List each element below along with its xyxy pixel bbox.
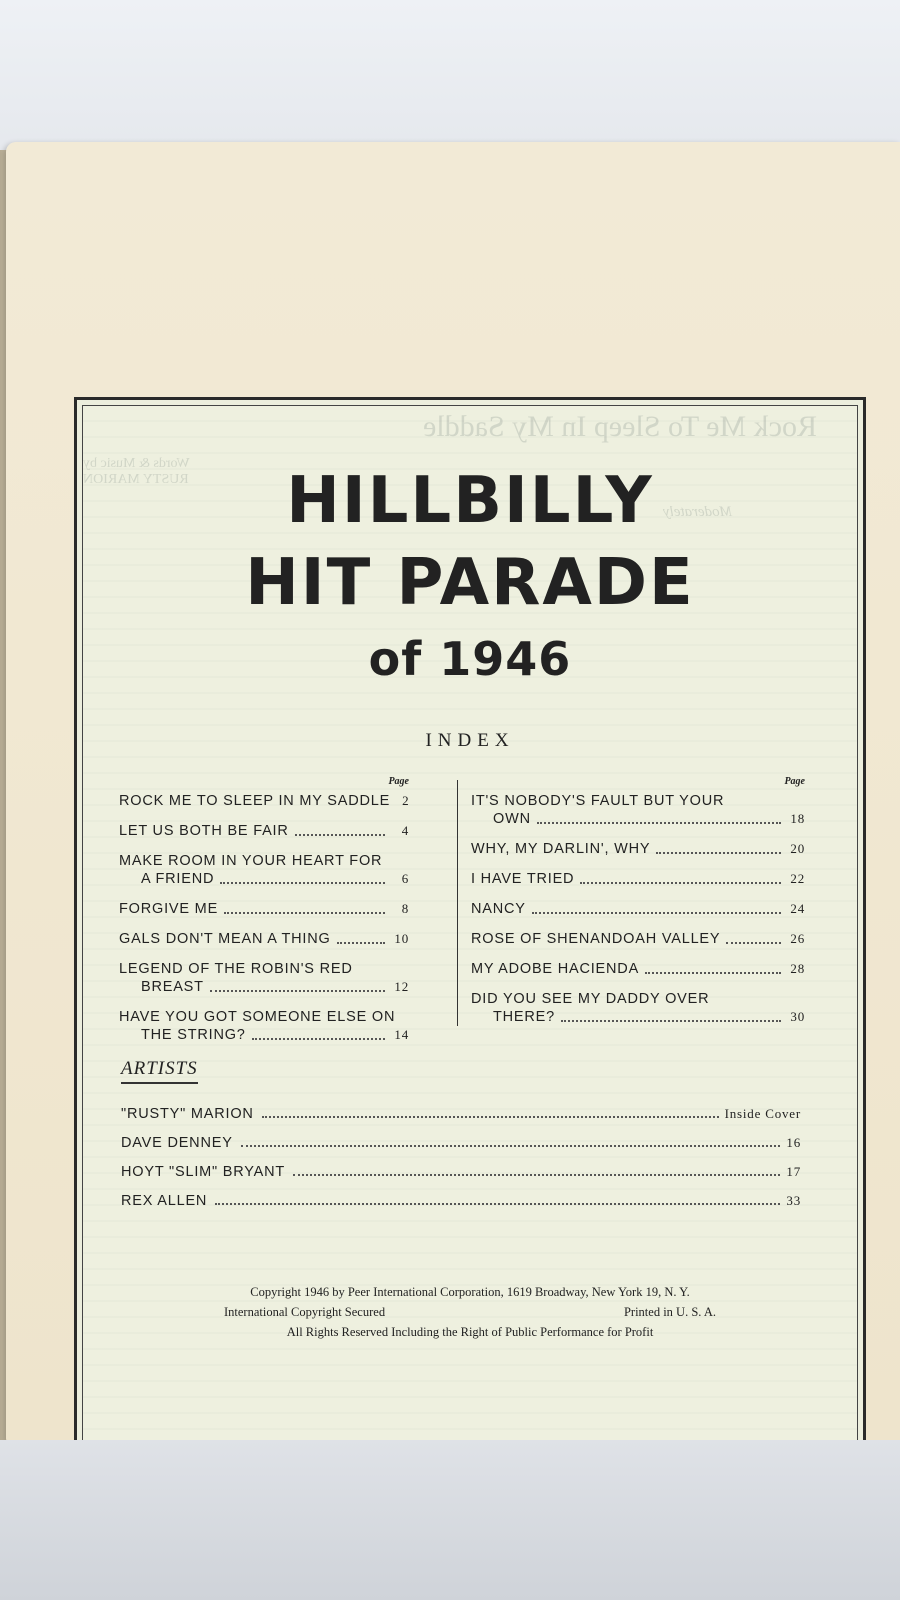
copyright-secured: International Copyright Secured bbox=[224, 1305, 386, 1319]
index-entry bbox=[471, 900, 805, 918]
index-entry bbox=[471, 870, 805, 888]
song-title: OWN bbox=[493, 811, 531, 827]
artist-page: 33 bbox=[786, 1193, 801, 1208]
leader-dots bbox=[220, 882, 385, 884]
song-title: GALS DON'T MEAN A THING bbox=[119, 931, 331, 947]
song-title: WHY, MY DARLIN', WHY bbox=[471, 841, 651, 857]
show-through-credit: Words & Music by bbox=[83, 456, 190, 471]
page-number: 4 bbox=[401, 823, 409, 838]
artist-name: HOYT "SLIM" BRYANT bbox=[121, 1164, 286, 1180]
song-title: IT'S NOBODY'S FAULT BUT YOUR bbox=[471, 793, 725, 809]
index-entry bbox=[119, 1008, 409, 1044]
artist-name: DAVE DENNEY bbox=[121, 1135, 233, 1151]
leader-dots bbox=[215, 1203, 780, 1205]
leader-dots bbox=[532, 912, 781, 914]
song-title: MY ADOBE HACIENDA bbox=[471, 961, 640, 977]
leader-dots bbox=[537, 822, 781, 824]
page-number: 30 bbox=[790, 1009, 805, 1024]
title-line-1: HILLBILLY bbox=[286, 464, 654, 538]
leader-dots bbox=[293, 1174, 780, 1176]
song-title: ROSE OF SHENANDOAH VALLEY bbox=[471, 931, 721, 947]
printed-in: Printed in U. S. A. bbox=[623, 1305, 716, 1319]
index-entry bbox=[119, 792, 409, 810]
index-left-column bbox=[119, 778, 409, 1056]
leader-dots bbox=[252, 1038, 385, 1040]
song-title: MAKE ROOM IN YOUR HEART FOR bbox=[119, 853, 383, 869]
index-entry bbox=[471, 990, 805, 1026]
page-number: 18 bbox=[790, 811, 805, 826]
index-right-column bbox=[471, 778, 805, 1038]
song-title: HAVE YOU GOT SOMEONE ELSE ON bbox=[119, 1009, 396, 1025]
page-number: 28 bbox=[790, 961, 805, 976]
artist-page: Inside Cover bbox=[724, 1106, 801, 1121]
page-number: 8 bbox=[401, 901, 409, 916]
artist-name: REX ALLEN bbox=[121, 1193, 208, 1209]
index-entry bbox=[471, 840, 805, 858]
index-entry bbox=[471, 792, 805, 828]
leader-dots bbox=[262, 1116, 719, 1118]
artist-entry bbox=[121, 1164, 801, 1180]
index-entry bbox=[119, 960, 409, 996]
song-title: I HAVE TRIED bbox=[471, 871, 575, 887]
leader-dots bbox=[645, 972, 781, 974]
song-title: THERE? bbox=[493, 1009, 556, 1025]
page-border-frame bbox=[74, 397, 866, 1449]
title-line-3: of 1946 bbox=[368, 632, 572, 686]
page-number: 12 bbox=[394, 979, 409, 994]
leader-dots bbox=[210, 990, 385, 992]
leader-dots bbox=[224, 912, 385, 914]
show-through-title: Rock Me To Sleep In My Saddle bbox=[423, 410, 817, 443]
song-title: LET US BOTH BE FAIR bbox=[119, 823, 289, 839]
artist-entry bbox=[121, 1135, 801, 1151]
index-entry bbox=[119, 822, 409, 840]
artist-page: 17 bbox=[786, 1164, 801, 1179]
leader-dots bbox=[561, 1020, 781, 1022]
page-number: 14 bbox=[394, 1027, 409, 1042]
copyright-line-3: All Rights Reserved Including the Right of Public Performance for Profit bbox=[286, 1325, 654, 1339]
artist-entry bbox=[121, 1193, 801, 1209]
index-entry bbox=[119, 852, 409, 888]
artist-name: "RUSTY" MARION bbox=[121, 1106, 254, 1122]
page-number: 24 bbox=[790, 901, 805, 916]
page-number: 26 bbox=[790, 931, 805, 946]
index-entry bbox=[471, 960, 805, 978]
leader-dots bbox=[295, 834, 385, 836]
songbook-page bbox=[6, 142, 900, 1444]
page-number: 20 bbox=[790, 841, 805, 856]
index-entry bbox=[119, 900, 409, 918]
leader-dots bbox=[580, 882, 781, 884]
artists-heading: ARTISTS bbox=[121, 1058, 198, 1084]
artist-entry bbox=[121, 1106, 801, 1122]
song-title: FORGIVE ME bbox=[119, 901, 219, 917]
song-title: ROCK ME TO SLEEP IN MY SADDLE bbox=[119, 793, 391, 809]
page-number: 2 bbox=[402, 793, 410, 808]
song-title: NANCY bbox=[471, 901, 526, 917]
song-title: A FRIEND bbox=[141, 871, 215, 887]
show-through-composer: RUSTY MARION bbox=[83, 472, 189, 487]
title-line-2: HIT PARADE bbox=[245, 546, 695, 620]
copyright-notice bbox=[83, 1282, 857, 1342]
copyright-line-1: Copyright 1946 by Peer International Corporation, 1619 Broadway, New York 19, N. Y. bbox=[250, 1285, 690, 1299]
page-content bbox=[82, 405, 858, 1441]
page-number: 10 bbox=[394, 931, 409, 946]
index-entry bbox=[471, 930, 805, 948]
artists-list bbox=[121, 1106, 801, 1222]
page-column-label: Page bbox=[388, 776, 409, 787]
show-through-tempo: Moderately bbox=[663, 504, 733, 520]
leader-dots bbox=[656, 852, 781, 854]
index-entry bbox=[119, 930, 409, 948]
song-title: BREAST bbox=[141, 979, 204, 995]
leader-dots bbox=[241, 1145, 781, 1147]
column-divider bbox=[457, 780, 458, 1026]
desk-surface bbox=[0, 1440, 900, 1600]
leader-dots bbox=[726, 942, 781, 944]
leader-dots bbox=[337, 942, 385, 944]
page-number: 22 bbox=[790, 871, 805, 886]
artist-page: 16 bbox=[786, 1135, 801, 1150]
song-title: LEGEND OF THE ROBIN'S RED bbox=[119, 961, 353, 977]
song-title: THE STRING? bbox=[141, 1027, 246, 1043]
song-title: DID YOU SEE MY DADDY OVER bbox=[471, 991, 710, 1007]
page-column-label: Page bbox=[784, 776, 805, 787]
index-heading: INDEX bbox=[425, 730, 515, 751]
page-number: 6 bbox=[401, 871, 409, 886]
